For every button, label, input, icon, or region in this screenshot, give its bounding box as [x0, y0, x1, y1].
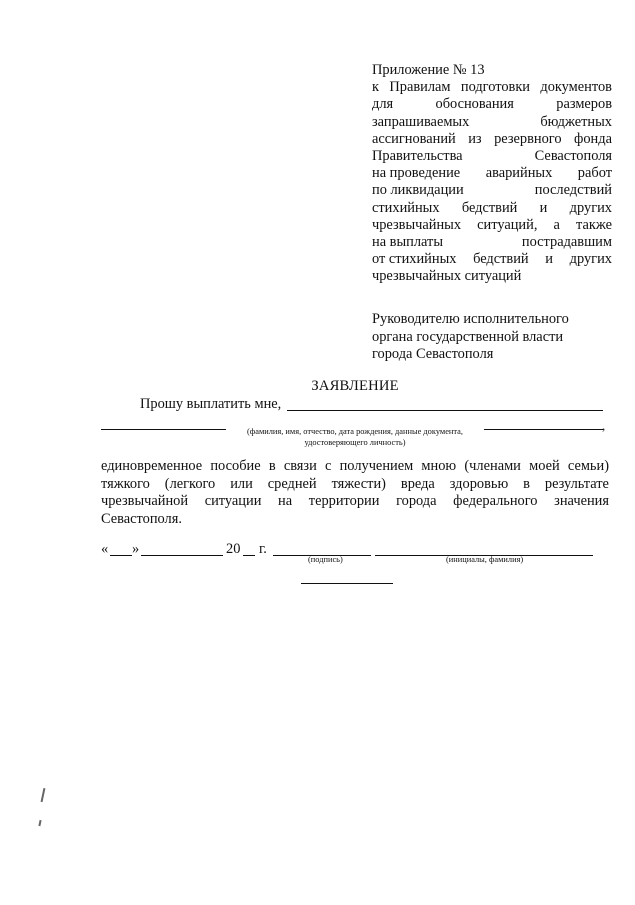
annex-word: документов: [540, 79, 612, 96]
body-word: чрезвычайной: [101, 493, 189, 509]
annex-word: бедствий: [461, 199, 518, 216]
annex-word: и: [539, 199, 548, 216]
annex-word: последствий: [534, 182, 612, 199]
annex-word: фонда: [574, 130, 612, 147]
annex-word: бюджетных: [540, 113, 612, 130]
annex-word: других: [569, 251, 612, 268]
annex-word: а: [553, 216, 560, 233]
body-word: территории: [308, 493, 380, 509]
body-word: (легкого: [164, 475, 216, 492]
scan-mark: [41, 788, 45, 802]
annex-word: пострадавшим: [521, 234, 612, 251]
annex-word: запрашиваемых: [372, 113, 470, 130]
annex-word: других: [569, 199, 612, 216]
annex-word: обоснования: [435, 96, 514, 113]
annex-word: Севастополя: [534, 148, 612, 165]
day-field-line: [110, 541, 132, 556]
personal-data-hint-line2: удостоверяющего личность): [304, 438, 406, 447]
annex-line: [372, 96, 612, 113]
date-signature-row: [101, 541, 611, 571]
body-word: или: [230, 475, 253, 492]
annex-word: для: [372, 96, 394, 113]
bottom-short-line: [301, 583, 393, 584]
year-field-line: [243, 541, 255, 556]
body-line: Севастополя.: [101, 510, 182, 527]
annex-word: от стихийных: [372, 251, 457, 268]
annex-line: [372, 182, 612, 199]
annex-word: также: [576, 216, 612, 233]
document-title: ЗАЯВЛЕНИЕ: [311, 378, 399, 394]
annex-line: [372, 79, 612, 96]
body-word: здоровью: [449, 475, 509, 492]
body-word: средней: [267, 475, 317, 492]
month-field-line: [141, 541, 223, 556]
annex-word: размеров: [556, 96, 612, 113]
body-word: вреда: [400, 475, 435, 492]
body-word: в: [523, 475, 530, 492]
annex-line: [372, 217, 612, 234]
personal-data-hint-line1: (фамилия, имя, отчество, дата рождения, данные документа,: [226, 427, 484, 437]
body-word: с: [325, 458, 332, 474]
body-word: получением: [339, 458, 414, 474]
field-comma: ,: [602, 418, 606, 433]
request-text: Прошу выплатить мне,: [140, 396, 282, 412]
annex-word: Правилам: [389, 79, 451, 96]
body-word: мною: [421, 458, 457, 474]
annex-word: стихийных: [372, 199, 440, 216]
annex-word: на выплаты: [372, 234, 444, 251]
addressee-line: органа государственной власти: [372, 328, 564, 345]
body-word: (членами: [464, 458, 521, 474]
annex-word: бедствий: [473, 251, 529, 268]
body-word: пособие: [210, 458, 261, 474]
annex-word: ситуаций,: [477, 216, 538, 233]
body-word: на: [278, 493, 293, 509]
body-word: единовременное: [101, 458, 203, 474]
annex-word: чрезвычайных: [372, 216, 462, 233]
name-field-line: [375, 541, 593, 556]
annex-line: [372, 114, 612, 131]
annex-word: из: [468, 130, 482, 147]
body-word: города: [396, 493, 437, 509]
recipient-name-field-line: [287, 410, 603, 411]
signature-hint: (подпись): [308, 555, 343, 564]
body-line: [101, 458, 609, 476]
annex-line: [372, 131, 612, 148]
annex-line: [372, 165, 612, 182]
application-body: [101, 458, 609, 528]
annex-word: к: [372, 79, 379, 96]
annex-line: [372, 148, 612, 165]
addressee-block: [372, 311, 612, 364]
annex-word: ассигнований: [372, 130, 456, 147]
annex-line: [372, 251, 612, 268]
annex-word: Правительства: [372, 148, 463, 165]
quote-open: «: [101, 541, 109, 557]
body-line: [101, 476, 609, 494]
annex-line: Приложение № 13: [372, 62, 485, 78]
annex-header: [372, 62, 612, 286]
body-word: моей: [529, 458, 560, 474]
body-word: связи: [283, 458, 317, 474]
name-hint: (инициалы, фамилия): [446, 555, 524, 564]
body-word: семьи): [567, 458, 609, 474]
annex-line: чрезвычайных ситуаций: [372, 268, 522, 285]
body-word: ситуации: [204, 493, 262, 509]
signature-field-line: [273, 541, 371, 556]
annex-line: [372, 234, 612, 251]
annex-word: и: [545, 251, 553, 268]
annex-word: аварийных: [485, 165, 553, 182]
quote-close: »: [132, 541, 140, 557]
scan-mark: [38, 820, 41, 826]
year-prefix: 20: [226, 541, 241, 557]
addressee-line: города Севастополя: [372, 346, 494, 362]
body-word: тяжести): [331, 475, 386, 492]
body-word: в: [268, 458, 276, 474]
body-line: [101, 493, 609, 511]
addressee-line: Руководителю исполнительного: [372, 311, 569, 327]
body-word: тяжкого: [101, 475, 150, 492]
annex-word: по ликвидации: [372, 182, 464, 199]
body-word: значения: [554, 493, 609, 509]
annex-word: подготовки: [460, 79, 531, 96]
annex-line: [372, 200, 612, 217]
body-word: результате: [544, 475, 609, 492]
body-word: федерального: [453, 493, 538, 509]
annex-word: резервного: [494, 130, 562, 147]
annex-word: на проведение: [372, 165, 461, 182]
year-suffix: г.: [259, 541, 267, 557]
annex-word: работ: [577, 165, 612, 182]
